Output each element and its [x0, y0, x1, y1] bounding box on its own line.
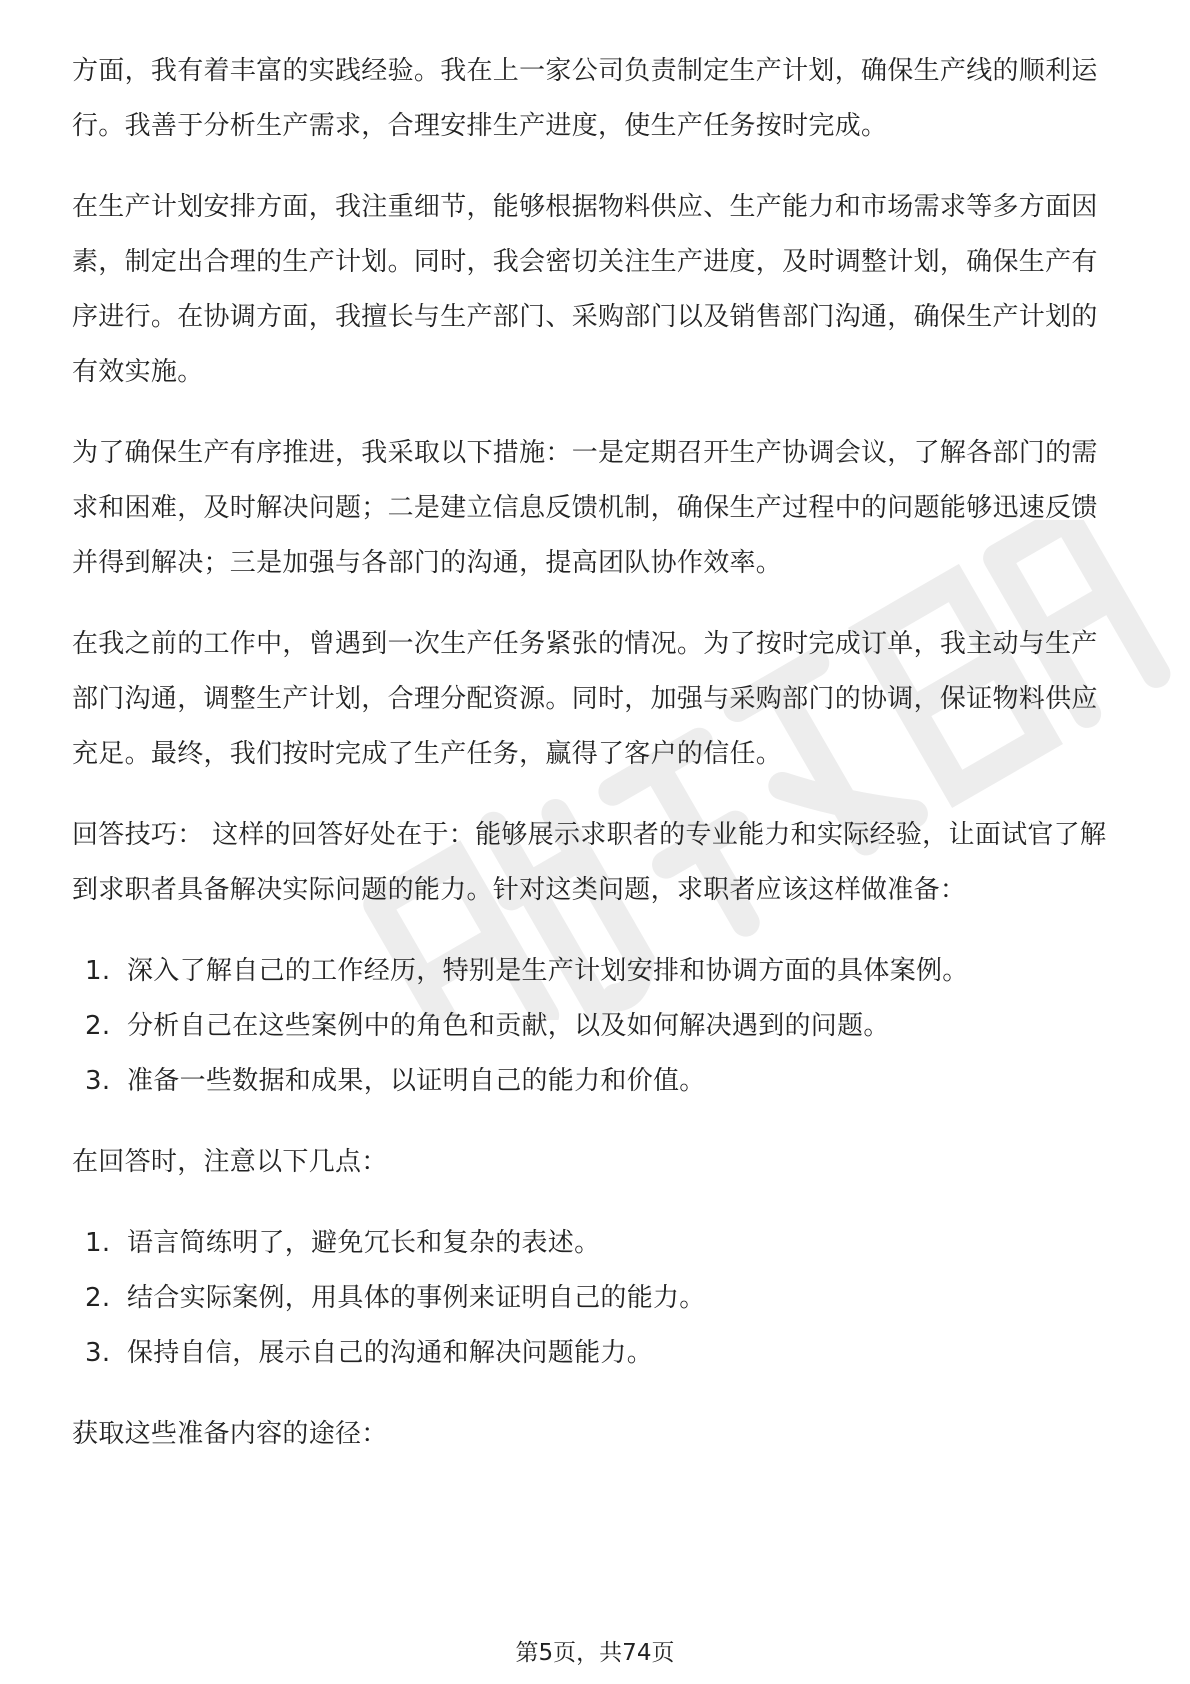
paragraph-planning: 在生产计划安排方面，我注重细节，能够根据物料供应、生产能力和市场需求等多方面因素，制定出合理的生产计划。同时，我会密切关注生产进度，及时调整计划，确保生产有序进行。在协调方面，我擅长与生产部门、采购部门以及销售部门沟通，确保生产计划的有效实施。 — [72, 192, 1098, 387]
paragraph-experience: 方面，我有着丰富的实践经验。我在上一家公司负责制定生产计划，确保生产线的顺利运行。我善于分析生产需求，合理安排生产进度，使生产任务按时完成。 — [72, 56, 1098, 141]
list-item-text: 分析自己在这些案例中的角色和贡献，以及如何解决遇到的问题。 — [127, 1011, 890, 1041]
list-item — [85, 1271, 1122, 1326]
list-item-number: 2. — [85, 1283, 111, 1313]
list-item-number: 3. — [85, 1066, 111, 1096]
list-item — [85, 1326, 1122, 1381]
list-item-text: 结合实际案例，用具体的事例来证明自己的能力。 — [127, 1283, 706, 1313]
list-item-number: 2. — [85, 1011, 111, 1041]
paragraph-sources-heading: 获取这些准备内容的途径： — [72, 1419, 388, 1449]
list-item — [85, 1054, 1122, 1109]
list-item-text: 语言简练明了，避免冗长和复杂的表述。 — [127, 1228, 601, 1258]
list-item — [85, 1216, 1122, 1271]
page-number-footer: 第5页，共74页 — [515, 1640, 675, 1666]
list-item — [85, 944, 1122, 999]
list-item-number: 3. — [85, 1338, 111, 1368]
notes-list — [72, 1216, 1122, 1381]
preparation-list — [72, 944, 1122, 1109]
paragraph-case: 在我之前的工作中，曾遇到一次生产任务紧张的情况。为了按时完成订单，我主动与生产部门沟通，调整生产计划，合理分配资源。同时，加强与采购部门的协调，保证物料供应充足。最终，我们按时完成了生产任务，赢得了客户的信任。 — [72, 629, 1098, 769]
paragraph-answer-tips: 回答技巧： 这样的回答好处在于：能够展示求职者的专业能力和实际经验，让面试官了解到求职者具备解决实际问题的能力。针对这类问题，求职者应该这样做准备： — [72, 820, 1107, 905]
paragraph-notes-heading: 在回答时，注意以下几点： — [72, 1147, 388, 1177]
list-item-text: 深入了解自己的工作经历，特别是生产计划安排和协调方面的具体案例。 — [127, 956, 969, 986]
document-body — [72, 44, 1122, 1488]
list-item — [85, 999, 1122, 1054]
list-item-text: 准备一些数据和成果，以证明自己的能力和价值。 — [127, 1066, 706, 1096]
paragraph-measures: 为了确保生产有序推进，我采取以下措施：一是定期召开生产协调会议，了解各部门的需求和困难，及时解决问题；二是建立信息反馈机制，确保生产过程中的问题能够迅速反馈并得到解决；三是加强与各部门的沟通，提高团队协作效率。 — [72, 438, 1098, 578]
list-item-number: 1. — [85, 956, 111, 986]
list-item-number: 1. — [85, 1228, 111, 1258]
list-item-text: 保持自信，展示自己的沟通和解决问题能力。 — [127, 1338, 654, 1368]
